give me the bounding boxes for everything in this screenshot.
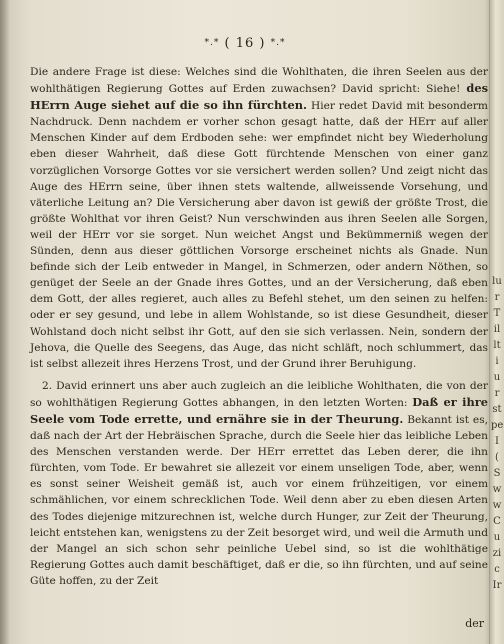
paragraph-1-text: Die andere Frage ist diese: Welches sind die Wohlthaten, die ihren Seelen aus der wohlthätigen Regierung Gottes auf Erden zuwachsen? David spricht: Siehe! <box>30 66 488 96</box>
adjacent-page-letter: zi <box>492 548 502 559</box>
paragraph-1-emphasis: des HErrn Auge siehet auf die so ihn fürchten. <box>30 81 488 113</box>
header-ornament-left: *.* <box>204 38 220 48</box>
header-ornament-right: *.* <box>270 38 286 48</box>
adjacent-page-letter: st <box>492 404 502 415</box>
paragraph-2-text: 2. David erinnert uns aber auch zugleich an die leibliche Wohlthaten, die von der so wohlthätigen Regierung Gottes abhangen, in den letzten Worten: <box>30 379 488 409</box>
paragraph-1-text-continued: Hier redet David mit besonderm Nachdruck. Denn nachdem er vorher schon gesagt hatte, daß der HErr auf aller Menschen Kinder auf dem Erdboden sehe: wer empfindet nicht bey Wiederholung eben dieser Wahrheit, daß diese Gott fürchtende Menschen von einer ganz vorzüglichen Vorsorge Gottes vor sie versichert werden sollen? Und zeigt nicht das Auge des HErrn seine, über ihnen stets waltende, allweissende Vorsehung, und väterliche Leitung an? Die Versicherung aber davon ist gewiß der größte Trost, die größte Wohlthat vor ihren Geist? Nun verschwinden aus ihren Seelen alle Sorgen, weil der HErr vor sie sorget. Nun weichet Angst und Bekümmerniß wegen der Sünden, denn aus dieser göttlichen Vorsorge erscheinet nichts als Gnade. Nun befinde sich der Leib entweder in Mangel, in Schmerzen, oder andern Nöthen, so genüget der Seele an der Gnade ihres Gottes, und an der Versicherung, daß eben dem Gott, der alles regieret, auch alles zu Befehl stehet, um den seinen zu helfen: oder er sey gesund, und lebe in allem Wohlstande, so ist diese Gesundheit, dieser Wohlstand doch nicht selbst ihr Gott, auf den sie sich verlassen. Nein, sondern der Jehova, die Quelle des Seegens, das Auge, das nicht schläft, noch schlummert, das ist selbst allezeit ihres Herzens Trost, und der Grund ihrer Beruhigung. <box>30 100 488 370</box>
adjacent-page-letter: lt <box>493 340 501 351</box>
paragraph-2 <box>30 378 488 589</box>
adjacent-page-letter: pe <box>491 420 504 431</box>
adjacent-page-letter: w <box>492 500 502 511</box>
paragraph-2-emphasis: Daß er ihre Seele vom Tode errette, und ernähre sie in der Theurung. <box>30 394 488 426</box>
catchword: der <box>465 617 484 630</box>
adjacent-page-letter: r <box>494 292 500 303</box>
page-header <box>0 36 490 51</box>
adjacent-page-letter: u <box>493 372 501 383</box>
adjacent-page-letter: il <box>493 324 501 335</box>
adjacent-page-letter: lu <box>492 276 502 287</box>
paragraph-2-text-continued: Bekannt ist es, daß nach der Art der Hebräischen Sprache, durch die Seele hier das leibliche Leben des Menschen verstanden werde. Der HErr errettet das Leben derer, die ihn fürchten, vom Tode. Er bewahret sie allezeit vor einem unseligen Tode, aber, wenn es sonst seiner Weisheit gemäß ist, auch vor einem frühzeitigen, vor einem schmählichen, vor einem schrecklichen Tode. Weil denn aber zu eben diesen Arten des Todes diejenige mitzurechnen ist, welche durch Hunger, zur Zeit der Theurung, leicht entstehen kan, wenigstens zu der Zeit besorget wird, und weil die Armuth und der Mangel an sich schon sehr peinliche Uebel sind, so ist die wohlthätige Regierung Gottes auch damit beschäftiget, daß er die, so ihn fürchten, und auf seine Güte hoffen, zu der Zeit <box>30 413 489 587</box>
body-text <box>30 64 488 589</box>
adjacent-page-letter: C <box>493 516 501 527</box>
adjacent-page-letter: i <box>495 356 499 367</box>
adjacent-page-letter: w <box>492 484 502 495</box>
adjacent-page-letter: u <box>493 532 501 543</box>
adjacent-page-letter: I <box>495 436 499 447</box>
page-number: ( 16 ) <box>224 36 266 51</box>
adjacent-page-letter: Ir <box>492 580 502 591</box>
paragraph-1 <box>30 64 488 372</box>
adjacent-page-letter: c <box>494 564 500 575</box>
binding-shadow <box>0 0 10 644</box>
adjacent-page-letter: r <box>494 388 500 399</box>
adjacent-page-edge <box>489 0 504 644</box>
adjacent-page-letter: S <box>493 468 501 479</box>
adjacent-page-letter: ( <box>495 452 499 463</box>
adjacent-page-letter: T <box>493 308 501 319</box>
